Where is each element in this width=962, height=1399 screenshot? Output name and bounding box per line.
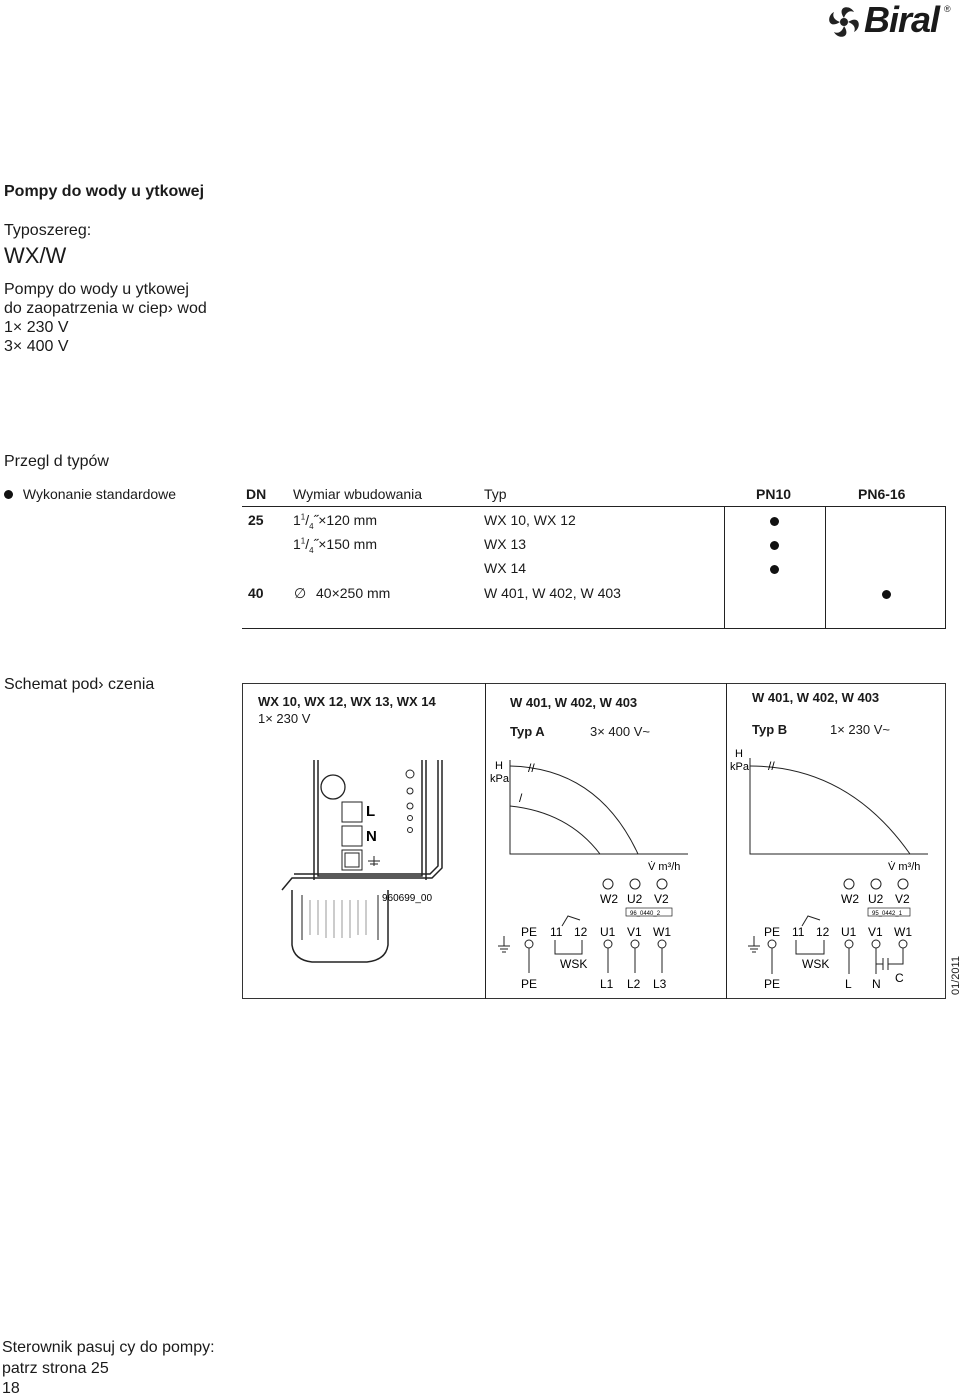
panel2-term-12: 12 <box>574 925 588 939</box>
panel2-term-v2: V2 <box>654 892 669 906</box>
panel3-ref: 95_0442_1 <box>872 911 903 917</box>
row2-dimension: $1^1/_4˝\times 150$ mm <box>293 536 378 555</box>
panel1-models: WX 10, WX 12, WX 13, WX 14 <box>258 694 436 709</box>
row2-pn10-dot <box>770 541 779 550</box>
panel2-axis-kpa: kPa <box>490 773 509 785</box>
bullet-icon <box>4 490 13 499</box>
panel3-term-11: 11 <box>792 925 805 939</box>
panel1-drawing <box>282 760 482 995</box>
panel2-term-u1: U1 <box>600 925 616 939</box>
series-name: WX/W <box>4 243 67 268</box>
panel2-type: Typ A <box>510 724 545 739</box>
row3-pn10-dot <box>770 565 779 574</box>
footer-controller-note: Sterownik pasuj cy do pompy: <box>2 1339 215 1356</box>
panel3-curve-label-2: // <box>768 759 775 773</box>
wiring-divider-2 <box>726 683 727 999</box>
row4-dn: 40 <box>248 585 264 601</box>
panel2-axis-flow: V̇ m³/h <box>648 861 681 873</box>
row4-dim-symbol: ∅ <box>294 585 307 601</box>
row1-pn10-dot <box>770 517 779 526</box>
panel2-term-l1: L1 <box>600 977 614 991</box>
col-header-dn: DN <box>246 486 267 502</box>
panel2-term-pe: PE <box>521 925 538 939</box>
panel3-voltage: 1× 230 V~ <box>830 722 890 737</box>
panel3-term-u2: U2 <box>868 892 884 906</box>
row2-type: WX 13 <box>484 536 527 552</box>
panel3-term-w2: W2 <box>841 892 859 906</box>
panel3-axis-h: H <box>735 748 743 760</box>
panel2-axis-h: H <box>495 760 503 772</box>
col-header-dimension: Wymiar wbudowania <box>293 486 423 502</box>
panel2-term-v1: V1 <box>627 925 642 939</box>
panel1-terminal-L: L <box>366 803 376 820</box>
description-line1: Pompy do wody u ytkowej <box>4 281 189 298</box>
legend <box>4 486 176 502</box>
panel2-term-wsk: WSK <box>560 957 588 971</box>
panel2-term-u2: U2 <box>627 892 643 906</box>
panel3-term-n: N <box>872 977 881 991</box>
panel3-term-u1: U1 <box>841 925 857 939</box>
panel2-term-l2: L2 <box>627 977 641 991</box>
row1-dn: 25 <box>248 512 264 528</box>
col-header-pn10: PN10 <box>756 486 792 502</box>
table-col-divider-3 <box>945 506 946 628</box>
table-header-rule <box>242 506 946 507</box>
fan-logo-icon <box>826 4 862 40</box>
brand-logo <box>826 2 956 44</box>
panel3-term-12: 12 <box>816 925 830 939</box>
side-date: 01/2011 <box>950 956 962 995</box>
panel3-drawing <box>728 746 944 996</box>
panel3-models: W 401, W 402, W 403 <box>752 690 880 705</box>
table-col-divider-1 <box>724 506 725 628</box>
col-header-pn6-16: PN6-16 <box>858 486 906 502</box>
row4-dimension: 40×250 mm <box>316 585 391 601</box>
row1-type: WX 10, WX 12 <box>484 512 576 528</box>
panel3-axis-flow: V̇ m³/h <box>888 861 921 873</box>
panel2-term-w1: W1 <box>653 925 671 939</box>
panel3-term-l: L <box>845 977 852 991</box>
panel2-voltage: 3× 400 V~ <box>590 724 650 739</box>
col-header-type: Typ <box>484 486 507 502</box>
row4-type: W 401, W 402, W 403 <box>484 585 621 601</box>
panel3-term-pe: PE <box>764 925 781 939</box>
panel3-term-v1: V1 <box>868 925 883 939</box>
panel3-term-w1: W1 <box>894 925 912 939</box>
table-bottom-rule <box>242 628 946 629</box>
voltage-1: 1× 230 V <box>4 319 69 336</box>
panel3-term-pe-bottom: PE <box>764 977 781 991</box>
panel2-drawing <box>488 748 724 996</box>
panel3-axis-kpa: kPa <box>730 761 749 773</box>
wiring-heading: Schemat pod› czenia <box>4 676 155 693</box>
panel2-ref: 96_0440_2 <box>630 911 661 917</box>
panel2-models: W 401, W 402, W 403 <box>510 695 638 710</box>
brand-name: Biral <box>864 0 940 40</box>
panel3-type: Typ B <box>752 722 788 737</box>
series-label: Typoszereg: <box>4 222 92 239</box>
row3-type: WX 14 <box>484 560 527 576</box>
page-title: Pompy do wody u ytkowej <box>4 183 205 200</box>
registered-mark: ® <box>944 4 951 14</box>
panel3-term-c: C <box>895 971 904 985</box>
panel2-term-w2: W2 <box>600 892 618 906</box>
footer-page-reference: patrz strona 25 <box>2 1360 109 1377</box>
panel2-term-11: 11 <box>550 925 563 939</box>
panel1-drawing-number: 960699_00 <box>382 893 433 904</box>
page-number: 18 <box>2 1380 20 1397</box>
panel3-term-v2: V2 <box>895 892 910 906</box>
panel2-curve-label-1: / <box>519 791 523 805</box>
panel1-voltage: 1× 230 V <box>258 711 311 726</box>
legend-text: Wykonanie standardowe <box>22 486 177 502</box>
description-line2: do zaopatrzenia w ciep› wod <box>4 300 207 317</box>
wiring-divider-1 <box>485 683 486 999</box>
panel2-term-l3: L3 <box>653 977 667 991</box>
overview-heading: Przegl d typów <box>4 453 109 470</box>
voltage-3: 3× 400 V <box>4 338 69 355</box>
panel2-term-pe-bottom: PE <box>521 977 538 991</box>
row1-dimension: $1^1/_4˝\times 120$ mm <box>293 512 378 531</box>
panel1-terminal-N: N <box>366 828 377 845</box>
panel3-term-wsk: WSK <box>802 957 830 971</box>
panel2-curve-label-2: // <box>528 761 535 775</box>
row4-pn6-16-dot <box>882 590 891 599</box>
table-col-divider-2 <box>825 506 826 628</box>
